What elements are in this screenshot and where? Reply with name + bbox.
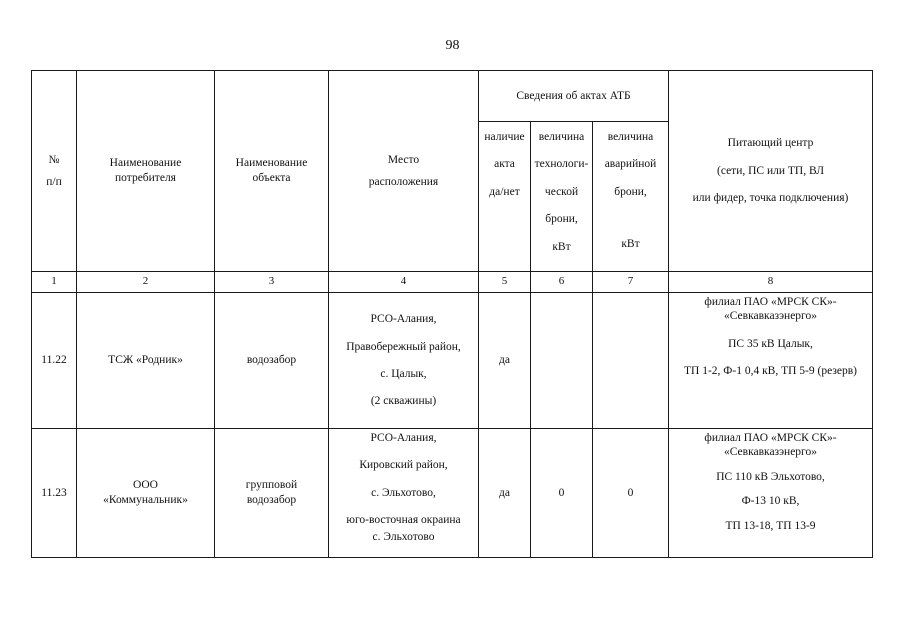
page-number: 98 (445, 38, 460, 53)
row-num: 11.23 (32, 429, 77, 558)
header-act-presence: наличие акта да/нет (479, 122, 531, 272)
column-number: 6 (531, 272, 593, 293)
column-number: 7 (593, 272, 669, 293)
row-location: РСО-Алания, Кировский район, с. Эльхотово, юго-восточная окраина с. Эльхотово (329, 429, 479, 558)
row-power-center: филиал ПАО «МРСК СК»- «Севкавказэнерго» ПС 35 кВ Цалык, ТП 1-2, Ф-1 0,4 кВ, ТП 5-9 (резерв) (669, 293, 873, 429)
column-number: 2 (77, 272, 215, 293)
header-object: Наименование объекта (215, 71, 329, 272)
header-num: № п/п (32, 71, 77, 272)
row-act: да (479, 429, 531, 558)
row-emergency-reserve (593, 293, 669, 429)
row-consumer: ТСЖ «Родник» (77, 293, 215, 429)
table-row (32, 429, 873, 558)
row-location: РСО-Алания, Правобережный район, с. Цалык, (2 скважины) (329, 293, 479, 429)
row-power-center: филиал ПАО «МРСК СК»- «Севкавказэнерго» ПС 110 кВ Эльхотово, Ф-13 10 кВ, ТП 13-18, ТП 13-9 (669, 429, 873, 558)
row-num: 11.22 (32, 293, 77, 429)
row-tech-reserve: 0 (531, 429, 593, 558)
header-atb-group: Сведения об актах АТБ (479, 71, 669, 122)
header-emergency-reserve: величина аварийной брони, кВт (593, 122, 669, 272)
consumers-table (31, 70, 873, 558)
header-power-center: Питающий центр (сети, ПС или ТП, ВЛ или фидер, точка подключения) (669, 71, 873, 272)
row-tech-reserve (531, 293, 593, 429)
header-location: Место расположения (329, 71, 479, 272)
table-header (32, 71, 873, 272)
column-number-row (32, 272, 873, 293)
table-row (32, 293, 873, 429)
column-number: 4 (329, 272, 479, 293)
row-consumer: ООО «Коммунальник» (77, 429, 215, 558)
column-number: 8 (669, 272, 873, 293)
column-number: 5 (479, 272, 531, 293)
row-emergency-reserve: 0 (593, 429, 669, 558)
row-object: групповой водозабор (215, 429, 329, 558)
row-act: да (479, 293, 531, 429)
row-object: водозабор (215, 293, 329, 429)
column-number: 3 (215, 272, 329, 293)
header-tech-reserve: величина технологи- ческой брони, кВт (531, 122, 593, 272)
column-number: 1 (32, 272, 77, 293)
header-consumer: Наименование потребителя (77, 71, 215, 272)
